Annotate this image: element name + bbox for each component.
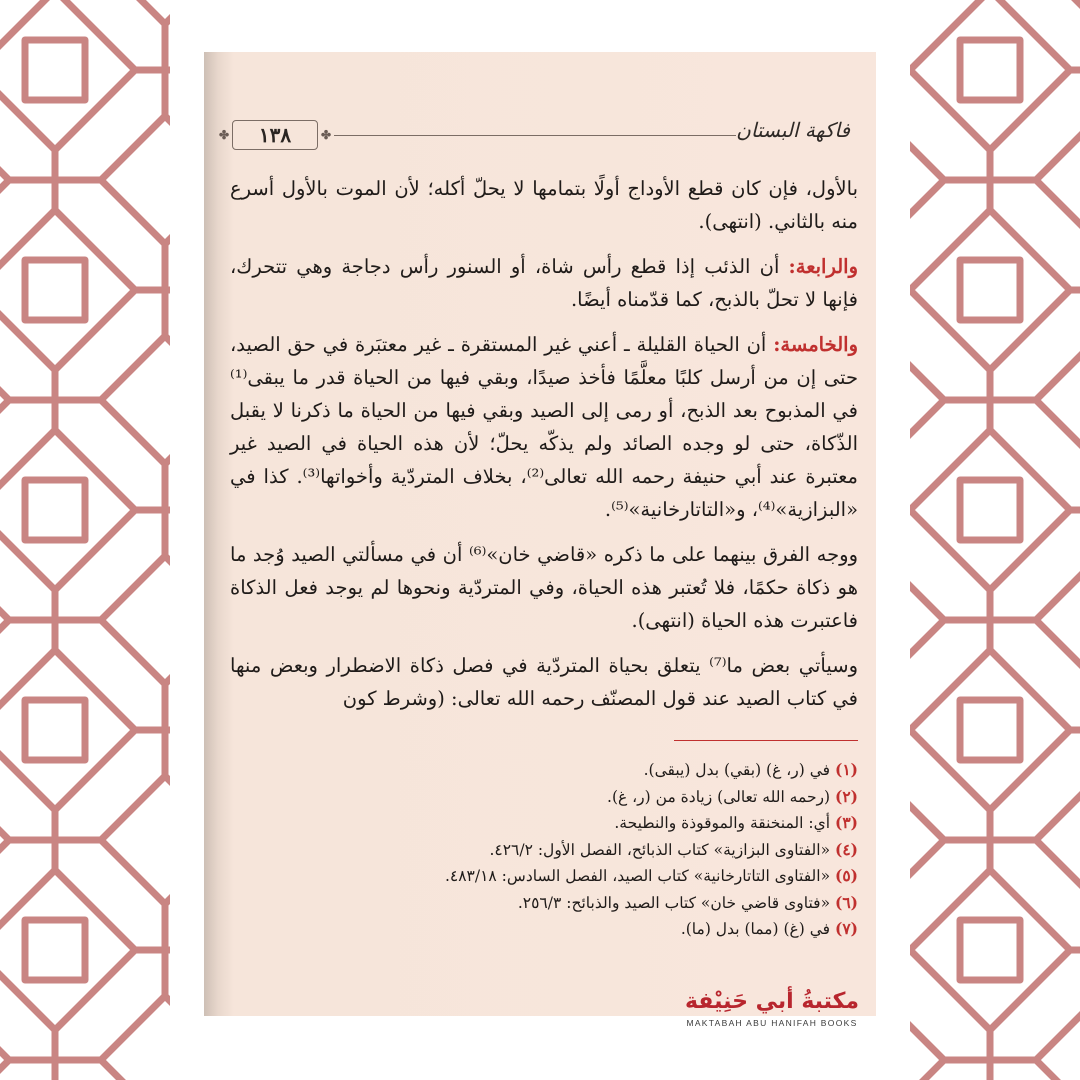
header-rule — [334, 135, 736, 136]
footnote-number: (٧) — [834, 919, 858, 938]
paragraph-text: ووجه الفرق بينهما على ما ذكره «قاضي خان»⁽⁶⁾ أن في مسألتي الصيد وُجد ما هو ذكاة حكمًا، فلا تُعتبر هذه الحياة، وفي المتردّية ونحوها لم يوجد فعل الذكاة فاعتبرت هذه الحياة (انتهى). — [230, 543, 858, 632]
publisher-logo — [672, 988, 872, 1028]
footnote-item — [230, 916, 858, 943]
footnote-item — [230, 890, 858, 917]
footnote-number: (١) — [834, 760, 858, 779]
paragraph-lead: والرابعة: — [788, 255, 858, 278]
paragraph-1 — [230, 172, 858, 238]
paragraph-3 — [230, 328, 858, 526]
paragraph-text: وسيأتي بعض ما⁽⁷⁾ يتعلق بحياة المتردّية في فصل ذكاة الاضطرار وبعض منها في كتاب الصيد عند قول المصنّف رحمه الله تعالى: (وشرط كون — [230, 654, 859, 710]
book-page — [204, 52, 876, 1016]
footnote-item — [230, 784, 858, 811]
footnote-text: «الفتاوى البزازية» كتاب الذبائح، الفصل الأول: ٤٢٦/٢. — [489, 840, 835, 859]
footnote-item — [230, 757, 858, 784]
footnote-text: أي: المنخنقة والموقوذة والنطيحة. — [614, 814, 835, 832]
main-text — [230, 172, 858, 727]
paragraph-text: أن الذئب إذا قطع رأس شاة، أو السنور رأس دجاجة وهي تتحرك، فإنها لا تحلّ بالذبح، كما قدّمناه أيضًا. — [230, 255, 858, 311]
footnote-text: «فتاوى قاضي خان» كتاب الصيد والذبائح: ٢٥٦/٣. — [517, 893, 835, 912]
paragraph-lead: والخامسة: — [773, 333, 858, 356]
running-title: فاكهة البستان — [736, 118, 850, 142]
left-lattice-border — [0, 0, 170, 1080]
paragraph-text: بالأول، فإن كان قطع الأوداج أولًا بتمامها لا يحلّ أكله؛ لأن الموت بالأول أسرع منه بالثاني. (انتهى). — [230, 177, 858, 233]
footnote-number: (٢) — [834, 786, 858, 806]
paragraph-2 — [230, 250, 858, 316]
footnote-text: (رحمه الله تعالى) زيادة من (ر، غ). — [607, 787, 835, 806]
footnote-item — [230, 863, 858, 890]
logo-english-text: MAKTABAH ABU HANIFAH BOOKS — [686, 1018, 858, 1028]
right-lattice-border — [910, 0, 1080, 1080]
page-header — [224, 114, 856, 154]
footnote-text: «الفتاوى التاتارخانية» كتاب الصيد، الفصل السادس: ٤٨٣/١٨. — [444, 867, 835, 885]
paragraph-5 — [230, 649, 858, 715]
paragraph-text: أن الحياة القليلة ـ أعني غير المستقرة ـ غير معتبَرة في حق الصيد، حتى إن من أرسل كلبًا معلَّمًا فأخذ صيدًا، وبقي فيها من الحياة قدر ما يبقى⁽¹⁾ في المذبوح بعد الذبح، أو رمى إلى الصيد وبقي فيها من الحياة ما ذكرنا لا يقبل الذّكاة، حتى لو وجده الصائد ولم يذكّه يحلّ؛ لأن هذه الحياة في الصيد غير معتبرة عند أبي حنيفة رحمه الله تعالى⁽²⁾، بخلاف المتردّية وأخواتها⁽³⁾. كذا في «البزازية»⁽⁴⁾، و«التاتارخانية»⁽⁵⁾. — [230, 333, 858, 521]
footnote-text: في (ر، غ) (بقي) بدل (يبقى). — [643, 761, 835, 779]
footnote-text: في (غ) (مما) بدل (ما). — [680, 920, 835, 938]
footnote-number: (٥) — [834, 866, 858, 885]
footnote-item — [230, 810, 858, 837]
footnote-number: (٦) — [834, 892, 858, 912]
footnote-separator — [674, 740, 858, 741]
logo-arabic-text: مكتبةُ أبي حَنِيْفة — [684, 989, 860, 1014]
footnote-number: (٤) — [834, 839, 858, 859]
page-number: ✤ ١٣٨ ✤ — [232, 120, 318, 150]
footnote-item — [230, 837, 858, 864]
footnotes — [230, 757, 858, 943]
paragraph-4 — [230, 538, 858, 637]
footnote-number: (٣) — [834, 813, 858, 832]
